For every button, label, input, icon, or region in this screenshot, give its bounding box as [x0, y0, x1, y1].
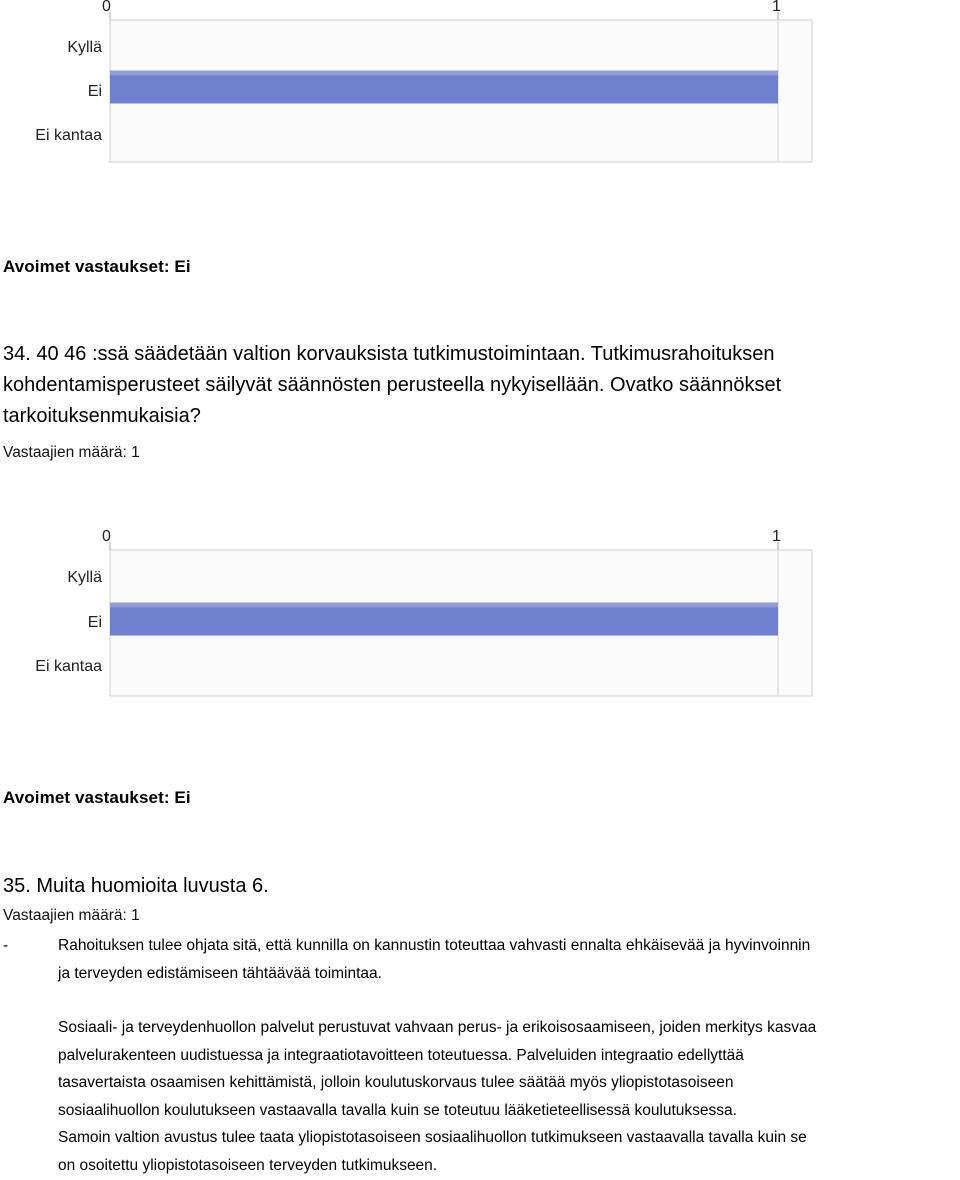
answer-line: on osoitettu yliopistotasoiseen terveyden tutkimukseen. [58, 1156, 438, 1174]
answer-line: ja terveyden edistämiseen tähtäävää toimintaa. [58, 964, 382, 982]
category-label-kylla: Kyllä [67, 39, 102, 56]
bar-highlight-1 [110, 603, 778, 608]
open-answers-label: Avoimet vastaukset: Ei [3, 788, 191, 807]
bar-chart-q33 [0, 0, 960, 166]
question-34-title [3, 339, 943, 432]
answer-line: Samoin valtion avustus tulee taata yliopistotasoiseen sosiaalihuollon tutkimukseen vastaavalla tavalla kuin se [58, 1129, 807, 1146]
answer-line: palvelurakenteen uudistuessa ja integraatiotavoitteen toteutuessa. Palveluiden integraatio edellyttää [58, 1046, 744, 1064]
list-dash: - [3, 937, 9, 954]
answer-body [58, 932, 960, 1179]
category-label-ei: Ei [87, 83, 102, 100]
open-answers-label: Avoimet vastaukset: Ei [3, 257, 191, 276]
respondent-count: Vastaajien määrä: 1 [3, 444, 140, 461]
category-label-ei-kantaa: Ei kantaa [35, 127, 102, 144]
chart-svg [0, 524, 960, 700]
category-label-ei: Ei [87, 614, 102, 631]
answer-line: tasavertaista osaamisen kehittämistä, jolloin koulutuskorvaus tulee säätää myös yliopistotasoiseen [58, 1074, 734, 1091]
x-tick-0: 0 [102, 528, 111, 545]
category-label-ei-kantaa: Ei kantaa [35, 658, 102, 675]
x-tick-0: 0 [102, 0, 111, 15]
category-label-kylla: Kyllä [67, 569, 102, 586]
x-tick-1: 1 [772, 0, 781, 15]
question-34-line-3: tarkoituksenmukaisia? [3, 405, 201, 427]
question-34-line-1: 34. 40 46 :ssä säädetään valtion korvauksista tutkimustoimintaan. Tutkimusrahoituksen [3, 343, 775, 365]
question-34-line-2: kohdentamisperusteet säilyvät säännösten perusteella nykyisellään. Ovatko säännökset [3, 374, 782, 396]
answer-line: Sosiaali- ja terveydenhuollon palvelut perustuvat vahvaan perus- ja erikoisosaamiseen, joiden merkitys kasvaa [58, 1019, 817, 1036]
answer-line: Rahoituksen tulee ohjata sitä, että kunnilla on kannustin toteuttaa vahvasti ennalta ehkäisevää ja hyvinvoinnin [58, 937, 811, 954]
chart-svg [0, 0, 960, 166]
bar-highlight-1 [110, 71, 778, 76]
question-35-title: 35. Muita huomioita luvusta 6. [3, 875, 269, 897]
respondent-count: Vastaajien määrä: 1 [3, 907, 140, 924]
answer-line: sosiaalihuollon koulutukseen vastaavalla tavalla kuin se toteutuu lääketieteellisessä koulutuksessa. [58, 1101, 737, 1119]
bar-chart-q34 [0, 524, 960, 700]
x-tick-1: 1 [772, 528, 781, 545]
open-answer-text [3, 932, 960, 1179]
